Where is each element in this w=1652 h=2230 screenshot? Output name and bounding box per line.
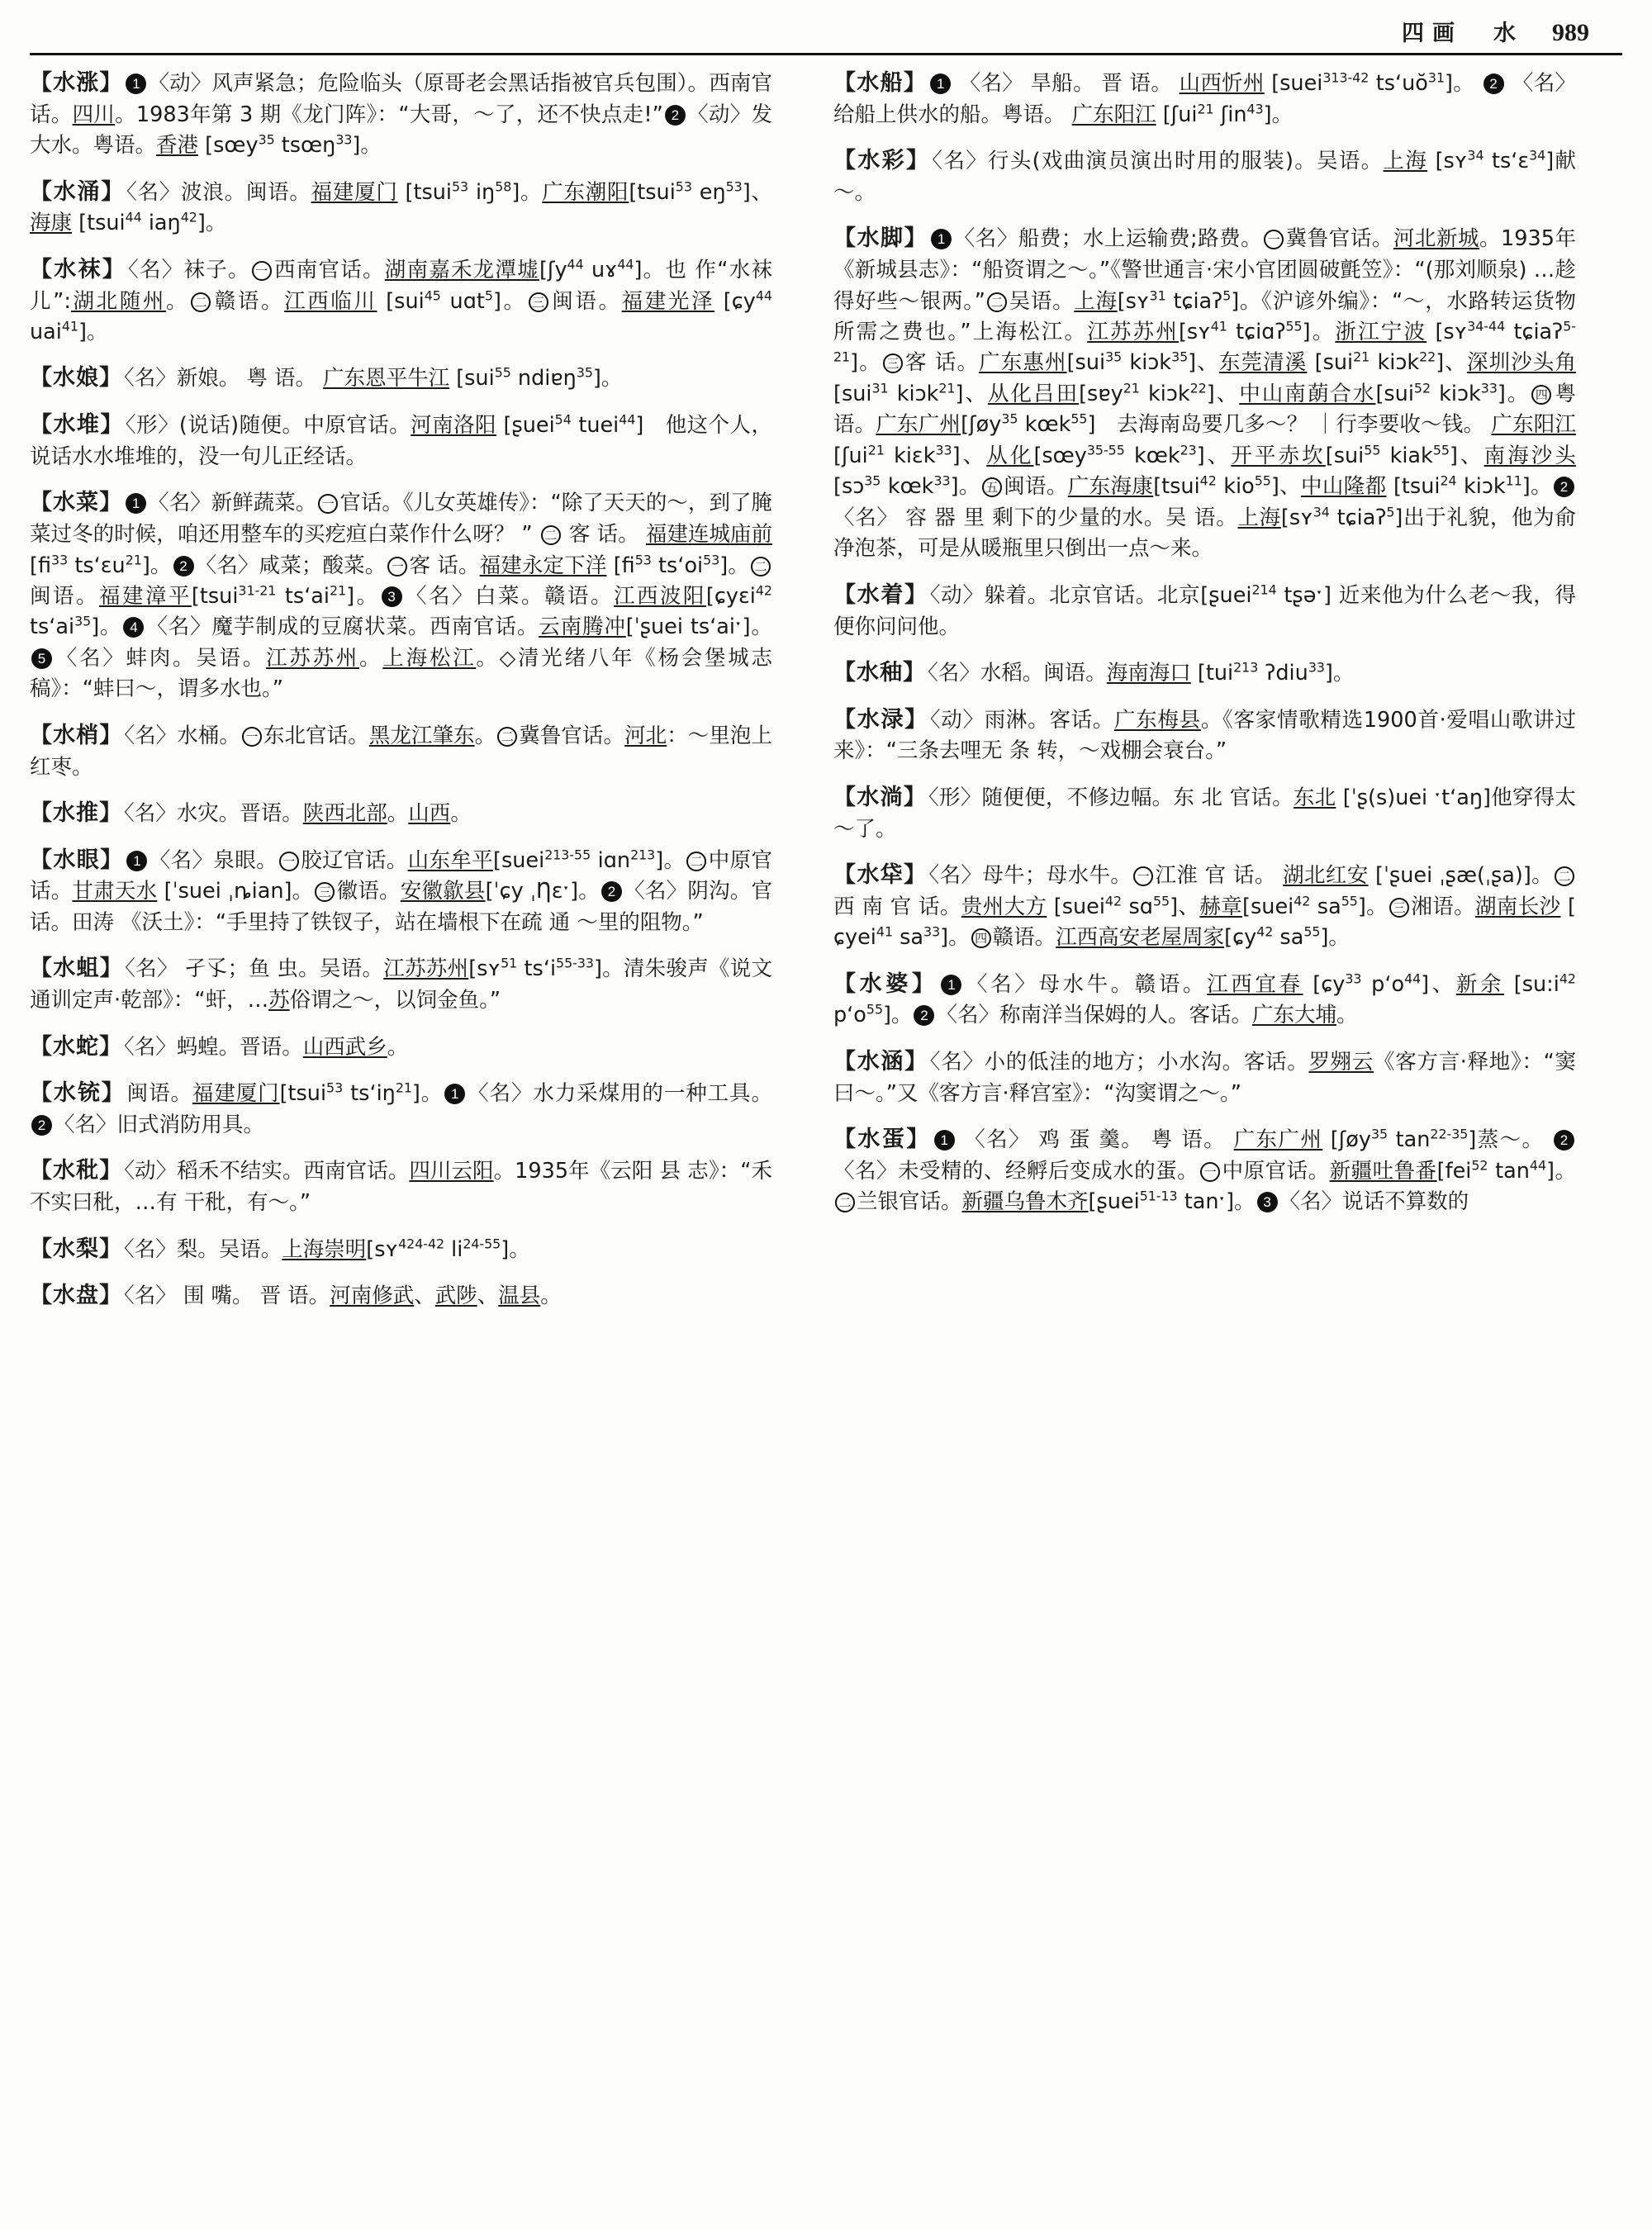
dictionary-entry [833, 1046, 1576, 1109]
entry-headword: 【水堆】 [30, 412, 124, 439]
dictionary-entry [30, 1031, 772, 1064]
dictionary-entry [833, 859, 1576, 954]
entry-body: 1 〈动〉风声紧急；危险临头（原哥老会黑话指被官兵包围）。西南官话。四川。1983年第 3 期《龙门阵》：“大哥，～了，还不快点走!” 2 〈动〉发大水。粤语。香港 [sœy$^{35}$ tsœŋ$^{33}$]。 [30, 71, 772, 159]
entry-body: 〈形〉(说话)随便。中原官话。河南洛阳 [ʂuei$^{54}$ tuei$^{44}$] 他这个人，说话水水堆堆的，没一句儿正经话。 [30, 411, 773, 469]
dictionary-entry [30, 254, 772, 349]
entry-body: 〈名〉 围 嘴。 晋 语。河南修武、武陟、温县。 [124, 1283, 562, 1309]
dictionary-entry [833, 579, 1576, 643]
dictionary-entry [833, 222, 1576, 565]
entry-body: 〈名〉新娘。 粤 语。 广东恩平牛江 [sui$^{55}$ ndiɐŋ$^{35}$]。 [124, 364, 623, 391]
dictionary-entry [30, 362, 772, 395]
dictionary-entry [30, 1233, 772, 1266]
dictionary-entry [30, 844, 772, 939]
entry-body: 〈名〉蚂蝗。晋语。山西武乡。 [124, 1034, 409, 1060]
entry-body: 〈名〉水灾。晋语。陕西北部。山西。 [124, 801, 472, 827]
entry-headword: 【水渌】 [833, 706, 928, 733]
header-rule [30, 53, 1622, 55]
entry-headword: 【水盘】 [30, 1283, 122, 1309]
entry-headword: 【水脚】 [833, 225, 928, 252]
dictionary-entry [833, 1123, 1576, 1218]
entry-body: 1 〈名〉新鲜蔬菜。 一 官话。《儿女英雄传》：“除了天天的～，到了腌菜过冬的时候，咱还用整车的买疙疸白菜作什么呀？ ” 二 客 话。 福建连城庙前[$fi^{33}$ tsʻɛu$^{21}$]。 2 〈名〉咸菜；酸菜。 一 客 话。福建永定下洋 [$fi^{53}$ tsʻoi$^{53}$]。 二闽语。福建漳平[tsui$^{31-21}$ tsʻai$^{21}$]。 3 〈名〉白菜。赣语。江西波阳[ɕyɛi$^{42}$ tsʻai$^{35}$]。 4 〈名〉魔芋制成的豆腐状菜。西南官话。云南腾冲[ˈʂuei tsʻaiˑ]。5 〈名〉蚌肉。吴语。江苏苏州。上海松江。◇清光绪八年《杨会堡城志稿》：“蚌曰～，谓多水也。” [30, 491, 772, 702]
entry-body: 〈名〉 孑孓；鱼 虫。吴语。江苏苏州[sʏ$^{51}$ tsʻi$^{55-33}$]。清朱骏声《说文通训定声·乾部》：“虷，…苏俗谓之～，以饲金鱼。” [30, 955, 772, 1013]
entry-body: 1 〈名〉母水牛。赣语。江西宜春 [ɕy$^{33}$ pʻo$^{44}$]、新余 [$su:i^{42}$ pʻo$^{55}$]。 2 〈名〉称南洋当保姆的人。客话。广东大埔。 [833, 970, 1576, 1028]
entry-body: 1 〈名〉船费；水上运输费;路费。 一 冀鲁官话。河北新城。1935年《新城县志》：“船资谓之～。”《警世通言·宋小官团圆破氈笠》：“(那刘顺泉) …趁得好些～银两。” 二 吴语。上海[sʏ$^{31}$ tɕiaʔ$^5$]。《沪谚外编》：“～，水路转运货物所需之费也。”上海松江。江苏苏州[sʏ$^{41}$ tɕiɑʔ$^{55}$]。浙江宁波 [sʏ$^{34-44}$ tɕiaʔ$^{5-21}$]。 三 客 话。广东惠州[sui$^{35}$ kiɔk$^{35}$]、东莞清溪 [sui$^{21}$ kiɔk$^{22}$]、深圳沙头角[sui$^{31}$ kiɔk$^{21}$]、从化吕田[sɐy$^{21}$ kiɔk$^{22}$]、中山南蓢合水[sui$^{52}$ kiɔk$^{33}$]。 四 粤语。广东广州[ʃøy$^{35}$ kœk$^{55}$] 去海南岛要几多～？ ｜行李要收～钱。 广东阳江 [ʃui$^{21}$ kiɛk$^{33}$]、从化[sœy$^{35-55}$ kœk$^{23}$]、开平赤坎[sui$^{55}$ kiak$^{55}$]、南海沙头[sɔ$^{35}$ kœk$^{33}$]。 五 闽语。广东海康[tsui$^{42}$ kio$^{55}$]、中山隆都 [tsui$^{24}$ kiɔk$^{11}$]。 2 〈名〉 容 器 里 剩下的少量的水。吴 语。上海[sʏ$^{34}$ tɕiaʔ$^5$]出于礼貌，他为俞净泡茶，可是从暖瓶里只倒出一点～来。 [833, 226, 1576, 562]
dictionary-entry [30, 486, 772, 705]
dictionary-entry [30, 797, 772, 830]
entry-body: 1 〈名〉 旱船。 晋 语。 山西忻州 [suei$^{313-42}$ tsʻuŏ$^{31}$]。 2 〈名〉给船上供水的船。粤语。 广东阳江 [ʃui$^{21}$ ʃin$^{43}$]。 [833, 69, 1576, 127]
entry-headword: 【水蛆】 [30, 956, 124, 982]
entry-headword: 【水秞】 [833, 660, 926, 686]
entry-body: 〈名〉小的低洼的地方；小水沟。客话。罗翙云《客方言·释地》：“窦曰～。”又《客方言·释宫室》：“沟窦谓之～。” [833, 1049, 1576, 1106]
entry-headword: 【水梢】 [30, 722, 123, 748]
right-column [812, 67, 1576, 1232]
entry-headword: 【水梨】 [30, 1236, 122, 1262]
dictionary-entry [30, 952, 772, 1016]
entry-body: 〈名〉水稻。闽语。海南海口 [tui$^{213}$ ʔdiu$^{33}$]。 [928, 659, 1355, 686]
entry-headword: 【水蛋】 [833, 1127, 931, 1153]
dictionary-entry [30, 1279, 772, 1312]
entry-headword: 【水袜】 [30, 256, 126, 282]
entry-body: 闽语。福建厦门[tsui$^{53}$ tsʻiŋ$^{21}$]。 1 〈名〉水力采煤用的一种工具。2 〈名〉旧式消防用具。 [30, 1081, 772, 1137]
entry-headword: 【水眼】 [30, 847, 124, 873]
entry-headword: 【水婆】 [833, 970, 938, 997]
entry-headword: 【水涌】 [30, 178, 126, 205]
entry-headword: 【水牮】 [833, 862, 928, 889]
entry-body: 〈动〉稻禾不结实。西南官话。四川云阳。1935年《云阳 县 志》：“禾不实曰秕，…有 干秕，有～。” [30, 1159, 772, 1216]
left-column [30, 67, 794, 1326]
entry-body: 〈名〉波浪。闽语。福建厦门 [tsui$^{53}$ $iŋ^{58}$]。广东潮阳[tsui$^{53}$ $eŋ^{53}$]、海康 [tsui$^{44}$ iaŋ$^{42}$]。 [30, 178, 772, 236]
dictionary-entry [30, 1077, 772, 1141]
entry-headword: 【水铳】 [30, 1080, 126, 1107]
dictionary-entry [30, 176, 772, 240]
dictionary-entry [833, 657, 1576, 690]
entry-headword: 【水着】 [833, 581, 928, 608]
entry-headword: 【水蛇】 [30, 1033, 122, 1060]
entry-body: 〈动〉躲着。北京官话。北京[ʂuei$^{214}$ tʂəˑ] 近来他为什么老～我，得便你问问他。 [833, 581, 1576, 639]
dictionary-entry [833, 67, 1576, 130]
entry-headword: 【水彩】 [833, 148, 931, 174]
entry-headword: 【水菜】 [30, 490, 123, 516]
entry-headword: 【水船】 [833, 70, 928, 96]
dictionary-entry [30, 1155, 772, 1218]
entry-body: 〈形〉随便便，不修边幅。东 北 官话。东北 [ˈʂ(s)uei ˑtʻaŋ]他穿得太～了。 [833, 785, 1576, 842]
entry-body: 〈动〉雨淋。客话。广东梅县。《客家情歌精选1900首·爱唱山歌讲过来》：“三条去哩无 条 转，～戏棚会衰台。” [833, 707, 1576, 764]
entry-headword: 【水涵】 [833, 1048, 928, 1075]
page-columns [30, 67, 1622, 2198]
running-head [30, 15, 1622, 46]
entry-body: 1 〈名〉泉眼。 一 胶辽官话。山东牟平[suei$^{213-55}$ iɑn$^{213}$]。 二 中原官话。甘肃天水 [ˈsuei ˌȵian]。 三 徽语。安徽歙县[ˈɕy ˌȠɛˑ]。 2 〈名〉阴沟。官话。田涛 《沃土》：“手里持了铁钗子，站在墙根下在疏 通 ～里的阻物。” [30, 847, 773, 935]
entry-headword: 【水娘】 [30, 365, 122, 391]
dictionary-entry [833, 968, 1576, 1032]
dictionary-entry [30, 719, 772, 783]
dictionary-entry [30, 409, 772, 472]
entry-body: 1 〈名〉 鸡 蛋 羹。 粤 语。 广东广州 [ʃøy$^{35}$ $\tan^{22-35}$]蒸～。 2〈名〉未受精的、经孵后变成水的蛋。 一 中原官话。新疆吐鲁番[fei$^{52}$ $\tan^{44}$]。二 兰银官话。新疆乌鲁木齐[ʂuei$^{51-13}$ tanˑ]。 3 〈名〉说话不算数的 [833, 1126, 1576, 1215]
entry-body: 〈名〉梨。吴语。上海崇明[sʏ$^{424-42}$ $li^{24-55}$]。 [124, 1236, 530, 1262]
entry-headword: 【水推】 [30, 800, 122, 827]
dictionary-entry [833, 145, 1576, 208]
entry-headword: 【水涨】 [30, 70, 123, 96]
entry-body: 〈名〉水桶。 一 东北官话。黑龙江肇东。 二 冀鲁官话。河北：～里泡上红枣。 [30, 723, 772, 780]
dictionary-entry [833, 704, 1576, 767]
entry-body: 〈名〉袜子。 一 西南官话。湖南嘉禾龙潭墟[ʃy$^{44}$ uɤ$^{44}$]。也 作“水袜 儿”:湖北随州。 二 赣语。江西临川 [sui$^{45}$ uɑt$^5$]。 三 闽语。福建光泽 [ɕy$^{44}$ uai$^{41}$]。 [30, 256, 772, 344]
dictionary-entry [833, 781, 1576, 845]
entry-body: 〈名〉母牛；母水牛。 一 江淮 官 话。 湖北红安 [ˈʂuei ˌʂæ(ˌʂa)]。 二西 南 官 话。贵州大方 [suei$^{42}$ sɑ$^{55}$]、赫章[suei$^{42}$ $sa^{55}$]。 三 湘语。湖南长沙 [ ɕyei$^{41}$ $sa^{33}$]。 四 赣语。江西高安老屋周家[ɕy$^{42}$ $sa^{55}$]。 [833, 863, 1576, 951]
entry-headword: 【水秕】 [30, 1158, 123, 1184]
page-number: 989 [1552, 19, 1589, 46]
entry-headword: 【水淌】 [833, 784, 928, 810]
entry-body: 〈名〉行头(戏曲演员演出时用的服装)。吴语。上海 [sʏ$^{34}$ tsʻɛ$^{34}$]献～。 [833, 147, 1576, 205]
running-head-chapter: 四画 水 [1402, 21, 1524, 46]
dictionary-entry [30, 67, 772, 162]
